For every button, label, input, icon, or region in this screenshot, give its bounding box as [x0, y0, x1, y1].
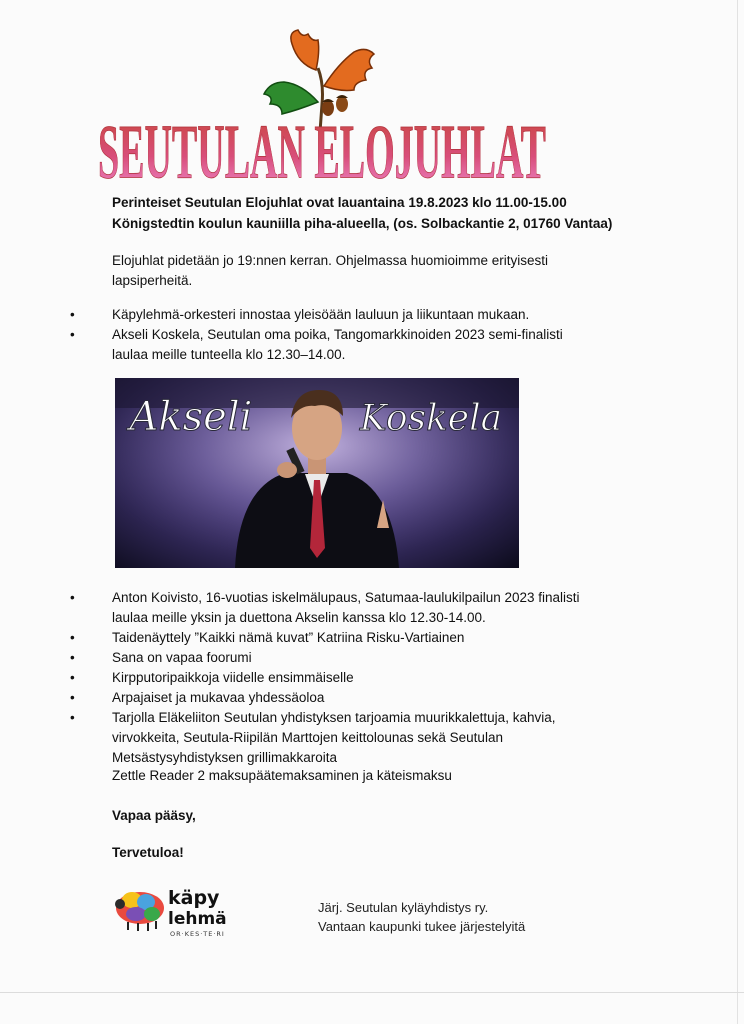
list-item-text: Arpajaiset ja mukavaa yhdessäoloa [112, 690, 325, 705]
list-item [70, 588, 590, 628]
list-item-text: Akseli Koskela, Seutulan oma poika, Tangomarkkinoiden 2023 semi-finalisti laulaa meille tunteella klo 12.30–14.00. [112, 327, 563, 362]
performer-last-name: Koskela [359, 398, 503, 439]
intro-location-line: Königstedtin koulun kauniilla piha-alueella, (os. Solbackantie 2, 01760 Vantaa) [112, 216, 613, 231]
page-bottom-edge [0, 992, 744, 993]
list-item [70, 305, 590, 325]
list-item [70, 628, 590, 648]
list-item-text: Kirpputoripaikkoja viidelle ensimmäiselle [112, 670, 354, 685]
intro-paragraph: Elojuhlat pidetään jo 19:nnen kerran. Ohjelmassa huomioimme erityisesti lapsiperheitä. [112, 253, 548, 288]
list-item [70, 688, 590, 708]
list-item [70, 325, 590, 365]
logo-word-2: lehmä [168, 909, 227, 929]
list-item-text: Anton Koivisto, 16-vuotias iskelmälupaus, Satumaa-laulukilpailun 2023 finalisti laulaa meille yksin ja duettona Akselin kanssa klo 12.30-14.00. [112, 590, 580, 625]
list-item-text: Sana on vapaa foorumi [112, 650, 252, 665]
event-title [92, 80, 552, 200]
header [0, 20, 744, 196]
logo-subtitle: OR·KES·TE·RI [170, 930, 225, 938]
bullet: • [70, 650, 75, 665]
performer-image [115, 378, 519, 568]
list-item [70, 668, 590, 688]
welcome-text: Tervetuloa! [112, 845, 184, 860]
payment-info: Zettle Reader 2 maksupäätemaksaminen ja käteismaksu [112, 768, 452, 783]
list-item-text: Käpylehmä-orkesteri innostaa yleisöään lauluun ja liikuntaan mukaan. [112, 307, 530, 322]
bullet: • [70, 710, 75, 725]
performer-photo [115, 378, 519, 568]
bullet: • [70, 630, 75, 645]
bullet: • [70, 670, 75, 685]
program-list-top [70, 305, 590, 365]
kapylehma-logo [112, 882, 248, 940]
bullet: • [70, 327, 75, 342]
list-item [70, 648, 590, 668]
intro-date-line: Perinteiset Seutulan Elojuhlat ovat lauantaina 19.8.2023 klo 11.00-15.00 [112, 195, 567, 210]
bullet: • [70, 690, 75, 705]
intro-block [112, 192, 672, 234]
performer-first-name: Akseli [129, 394, 253, 440]
bullet: • [70, 307, 75, 322]
event-title-text: SEUTULAN ELOJUHLAT [97, 109, 546, 196]
sponsor-line: Vantaan kaupunki tukee järjestelyitä [318, 919, 526, 934]
organizer-info [318, 898, 525, 936]
program-list-bottom [70, 588, 590, 768]
list-item-text: Taidenäyttely ”Kaikki nämä kuvat” Katriina Risku-Vartiainen [112, 630, 465, 645]
organizer-line: Järj. Seutulan kyläyhdistys ry. [318, 900, 489, 915]
bullet: • [70, 590, 75, 605]
free-entry: Vapaa pääsy, [112, 808, 196, 823]
list-item-text: Tarjolla Eläkeliiton Seutulan yhdistyksen tarjoamia muurikkalettuja, kahvia, virvokkeita, Seutula-Riipilän Marttojen keittolounas sekä Seutulan Metsästysyhdistyksen grillimakkaroita [112, 710, 556, 765]
list-item [70, 708, 590, 768]
logo-word-1: käpy [168, 887, 220, 909]
